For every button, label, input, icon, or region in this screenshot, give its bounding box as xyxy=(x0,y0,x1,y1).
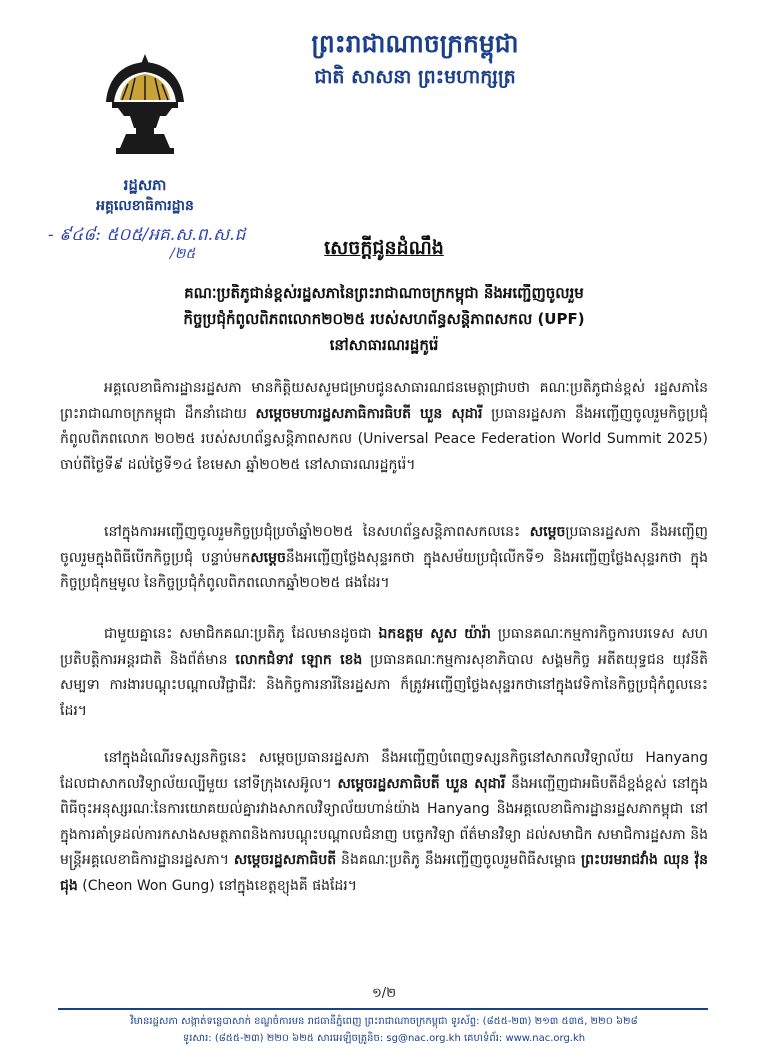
text-run: នៅក្នុងការអញ្ជើញចូលរួមកិច្ចប្រជុំប្រចាំឆ្នាំ២០២៥ នៃសហព័ន្ធសន្តិភាពសកលនេះ xyxy=(104,524,530,540)
text-run: អគ្គលេខាធិការដ្ឋានរដ្ឋសភា មានកិត្តិយសសូមជម្រាបជូនសាធារណជនមេត្តាជ្រាបថា គណៈប្រតិភូជាន់ខ្ពស់ រដ្ឋសភានៃព្រះរាជាណាចក្រកម្ពុជា ដឹកនាំដោយ xyxy=(60,380,708,422)
title-line: កិច្ចប្រជុំកំពូលពិភពលោក២០២៥ របស់សហព័ន្ធសន្តិភាពសកល (UPF) xyxy=(183,310,585,328)
reference-number: - ៩៤៨: ៥០៥/អគ.ស.ព.ស.ជ xyxy=(48,225,246,245)
footer-divider xyxy=(58,1008,708,1010)
text-run: នៅក្នុងដំណើរទស្សនកិច្ចនេះ សម្តេចប្រធានរដ្ឋសភា នឹងអញ្ជើញបំពេញទស្សនកិច្ចនៅសាកលវិទ្យាល័យ Hanyang ដែលជាសាកលវិទ្យាល័យល្បីមួយ នៅទីក្រុងសេអ៊ូល។ xyxy=(60,750,708,792)
bold-name-run: សម្តេចរដ្ឋសភាធិបតី ឃួន សុដារី xyxy=(337,775,506,792)
text-run: (Cheon Won Gung) នៅក្នុងខេត្តខ្យុងគី ផងដែរ។ xyxy=(77,877,357,894)
bold-name-run: ឯកឧត្តម សួស យ៉ារ៉ា xyxy=(378,626,491,642)
text-run: ប្រធានគណៈកម្មការសុខាភិបាល សង្គមកិច្ច អតីតយុទ្ធជន យុវនីតិសម្បទា ការងារបណ្តុះបណ្តាលវិជ្ជាជីវៈ និងកិច្ចការនារីនៃរដ្ឋសភា ក៏ត្រូវអញ្ជើញថ្លែងសុន្ទរកថានៅក្នុងវេទិកានៃកិច្ចប្រជុំកំពូលនេះដែរ។ xyxy=(60,651,708,719)
institution-name: រដ្ឋសភា xyxy=(123,176,167,194)
text-run: ប្រធានរដ្ឋសភា នឹងអញ្ជើញចូលរួមក្នុងពិធីបើកកិច្ចប្រជុំ បន្ទាប់មក xyxy=(60,524,708,566)
bold-name-run: ព្រះបរមរាជវាំង ឈុន វ៉ុន ជុង xyxy=(60,852,709,894)
bold-name-run: លោកជំទាវ ឡោក ខេង xyxy=(235,651,363,668)
national-motto: ជាតិ សាសនា ព្រះមហាក្សត្រ xyxy=(314,66,516,88)
text-run: ប្រធានរដ្ឋសភា នឹងអញ្ជើញចូលរួមកិច្ចប្រជុំកំពូលពិភពលោក ២០២៥ របស់សហព័ន្ធសន្តិភាពសកល (Universal Peace Federation World Summit 2025) ចាប់ពីថ្ងៃទី៩ ដល់ថ្ងៃទី១៤ ខែមេសា ឆ្នាំ២០២៥ នៅសាធារណរដ្ឋកូរ៉េ។ xyxy=(60,405,708,473)
national-assembly-emblem-icon xyxy=(100,50,190,160)
body-paragraph xyxy=(60,622,708,724)
footer-address: វិមានរដ្ឋសភា សង្កាត់ទន្លេបាសាក់ ខណ្ឌចំការមន រាជធានីភ្នំពេញ ព្រះរាជាណាចក្រកម្ពុជា ទូរស័ព្ទ: (៨៥៥-២៣) ២១៣ ៥៣៥, ២២០ ៦២៨ xyxy=(130,1016,638,1027)
body-paragraph xyxy=(60,376,708,478)
text-run: នឹងអញ្ជើញថ្លែងសុន្ទរកថា ក្នុងសម័យប្រជុំលើកទី១ និងអញ្ជើញថ្លែងសុន្ទរកថា ក្នុងកិច្ចប្រជុំកម្មមូល នៃកិច្ចប្រជុំកំពូលពិភពលោកឆ្នាំ២០២៥ ផងដែរ។ xyxy=(60,549,709,591)
text-run: ប្រធានគណៈកម្មការកិច្ចការបរទេស សហប្រតិបត្តិការអន្តរជាតិ និងព័ត៌មាន xyxy=(60,626,708,668)
bold-name-run: សម្តេច xyxy=(250,549,286,566)
body-paragraph xyxy=(60,746,708,899)
text-run: នឹងអញ្ជើញជាអធិបតីដ៏ខ្ពង់ខ្ពស់ នៅក្នុងពិធីចុះអនុស្សរណៈនៃការយោគយល់គ្នារវាងសាកលវិទ្យាល័យហាន់យ៉ាង Hanyang និងអគ្គលេខាធិការដ្ឋានរដ្ឋសភាកម្ពុជា នៅក្នុងការគាំទ្រដល់ការកសាងសមត្ថភាពនិងការបណ្តុះបណ្តាលជំនាញ បច្ចេកវិទ្យា ព័ត៌មានវិទ្យា ដល់សមាជិក សមាជិការដ្ឋសភា និងមន្ត្រីអគ្គលេខាធិការដ្ឋានរដ្ឋសភា។ xyxy=(60,775,709,868)
text-run: ជាមួយគ្នានេះ សមាជិកគណៈប្រតិភូ ដែលមានដូចជា xyxy=(104,626,379,642)
reference-year: /២៥ xyxy=(170,246,196,262)
institution-department: អគ្គលេខាធិការដ្ឋាន xyxy=(96,198,194,214)
document-type-heading: សេចក្តីជូនដំណឹង xyxy=(324,237,444,259)
kingdom-heading: ព្រះរាជាណាចក្រកម្ពុជា xyxy=(311,29,519,58)
text-run: និងគណៈប្រតិភូ នឹងអញ្ជើញចូលរួមពិធីសម្ពោធ xyxy=(336,852,581,868)
title-line: គណៈប្រតិភូជាន់ខ្ពស់រដ្ឋសភានៃព្រះរាជាណាចក្រកម្ពុជា នឹងអញ្ជើញចូលរួម xyxy=(184,284,584,302)
bold-name-run: សម្តេចមហារដ្ឋសភាធិការធិបតី ឃួន សុដារី xyxy=(255,405,483,422)
bold-name-run: សម្តេចរដ្ឋសភាធិបតី xyxy=(233,852,337,868)
page-number: ១/២ xyxy=(371,986,397,1001)
title-line: នៅសាធារណរដ្ឋកូរ៉េ xyxy=(329,336,439,354)
footer-contact: ទូរសារ: (៨៥៥-២៣) ២២០ ៦២៥ សារអេឡិចត្រូនិច: sg@nac.org.kh គេហទំព័រ: www.nac.org.kh xyxy=(182,1033,586,1044)
body-paragraph xyxy=(60,520,708,597)
bold-name-run: សម្តេច xyxy=(529,524,566,540)
